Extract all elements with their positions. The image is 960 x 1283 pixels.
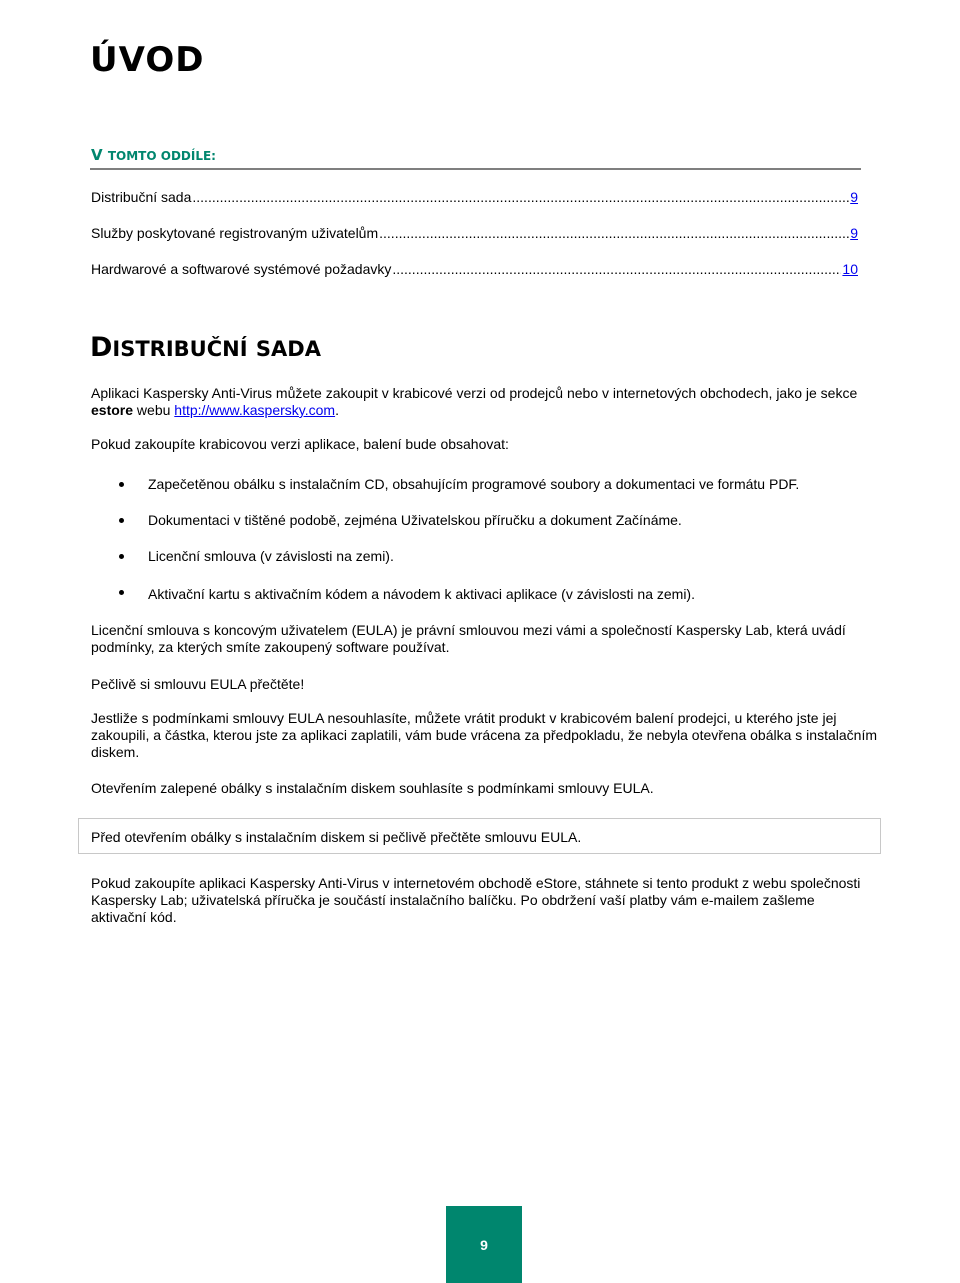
divider <box>90 168 861 170</box>
list-item: Aktivační kartu s aktivačním kódem a návodem k aktivaci aplikace (v závislosti na zemi). <box>148 586 695 602</box>
package-intro: Pokud zakoupíte krabicovou verzi aplikace, balení bude obsahovat: <box>91 436 509 452</box>
list-item: Zapečetěnou obálku s instalačním CD, obsahujícím programové soubory a dokumentaci ve formátu PDF. <box>148 476 800 492</box>
note-text: Před otevřením obálky s instalačním diskem si pečlivě přečtěte smlouvu EULA. <box>91 829 582 845</box>
toc-leader-dots <box>392 260 841 278</box>
intro-paragraph: Aplikaci Kaspersky Anti-Virus můžete zakoupit v krabicové verzi od prodejců nebo v internetových obchodech, jako je sekce estore webu http://www.kaspersky.com. <box>91 385 858 418</box>
eula-read-notice: Pečlivě si smlouvu EULA přečtěte! <box>91 676 305 692</box>
bullet-icon <box>119 518 124 523</box>
list-item: Dokumentaci v tištěné podobě, zejména Uživatelskou příručku a dokument Začínáme. <box>148 512 682 528</box>
toc-entry-services[interactable] <box>91 224 858 242</box>
eula-paragraph: Licenční smlouva s koncovým uživatelem (EULA) je právní smlouvou mezi vámi a společností Kaspersky Lab, která uvádí podmínky, za kterých smíte zakoupený software používat. <box>91 622 846 655</box>
toc-leader-dots <box>192 188 849 206</box>
page-number: 9 <box>446 1206 522 1283</box>
section-contents-label: V TOMTO ODDÍLE: <box>91 146 216 164</box>
toc-leader-dots <box>379 224 849 242</box>
refund-paragraph: Jestliže s podmínkami smlouvy EULA nesouhlasíte, můžete vrátit produkt v krabicovém balení prodejci, u kterého jste jej zakoupili, a částka, kterou jste za aplikaci zaplatili, vám bude vrácena za předpokladu, že nebyla otevřena obálka s instalačním diskem. <box>91 710 877 760</box>
bullet-icon <box>119 590 124 595</box>
toc-page-link[interactable]: 10 <box>842 261 858 277</box>
toc-entry-text[interactable]: Hardwarové a softwarové systémové požadavky <box>91 261 392 277</box>
toc-entry-text[interactable]: Služby poskytované registrovaným uživatelům <box>91 225 379 241</box>
bullet-icon <box>119 554 124 559</box>
note-box <box>78 818 881 854</box>
page-title: ÚVOD <box>90 40 205 80</box>
toc-entry-distribution[interactable] <box>91 188 858 206</box>
section-heading: DISTRIBUČNÍ SADA <box>90 332 321 363</box>
open-envelope-paragraph: Otevřením zalepené obálky s instalačním diskem souhlasíte s podmínkami smlouvy EULA. <box>91 780 654 796</box>
toc-entry-text[interactable]: Distribuční sada <box>91 189 192 205</box>
list-item: Licenční smlouva (v závislosti na zemi). <box>148 548 394 564</box>
kaspersky-link[interactable]: http://www.kaspersky.com <box>174 402 336 418</box>
toc-page-link[interactable]: 9 <box>850 225 858 241</box>
toc-page-link[interactable]: 9 <box>850 189 858 205</box>
toc-entry-requirements[interactable] <box>91 260 858 278</box>
bullet-icon <box>119 482 124 487</box>
estore-paragraph: Pokud zakoupíte aplikaci Kaspersky Anti-Virus v internetovém obchodě eStore, stáhnete si tento produkt z webu společnosti Kaspersky Lab; uživatelská příručka je součástí instalačního balíčku. Po obdržení vaší platby vám e-mailem zašleme aktivační kód. <box>91 875 861 925</box>
